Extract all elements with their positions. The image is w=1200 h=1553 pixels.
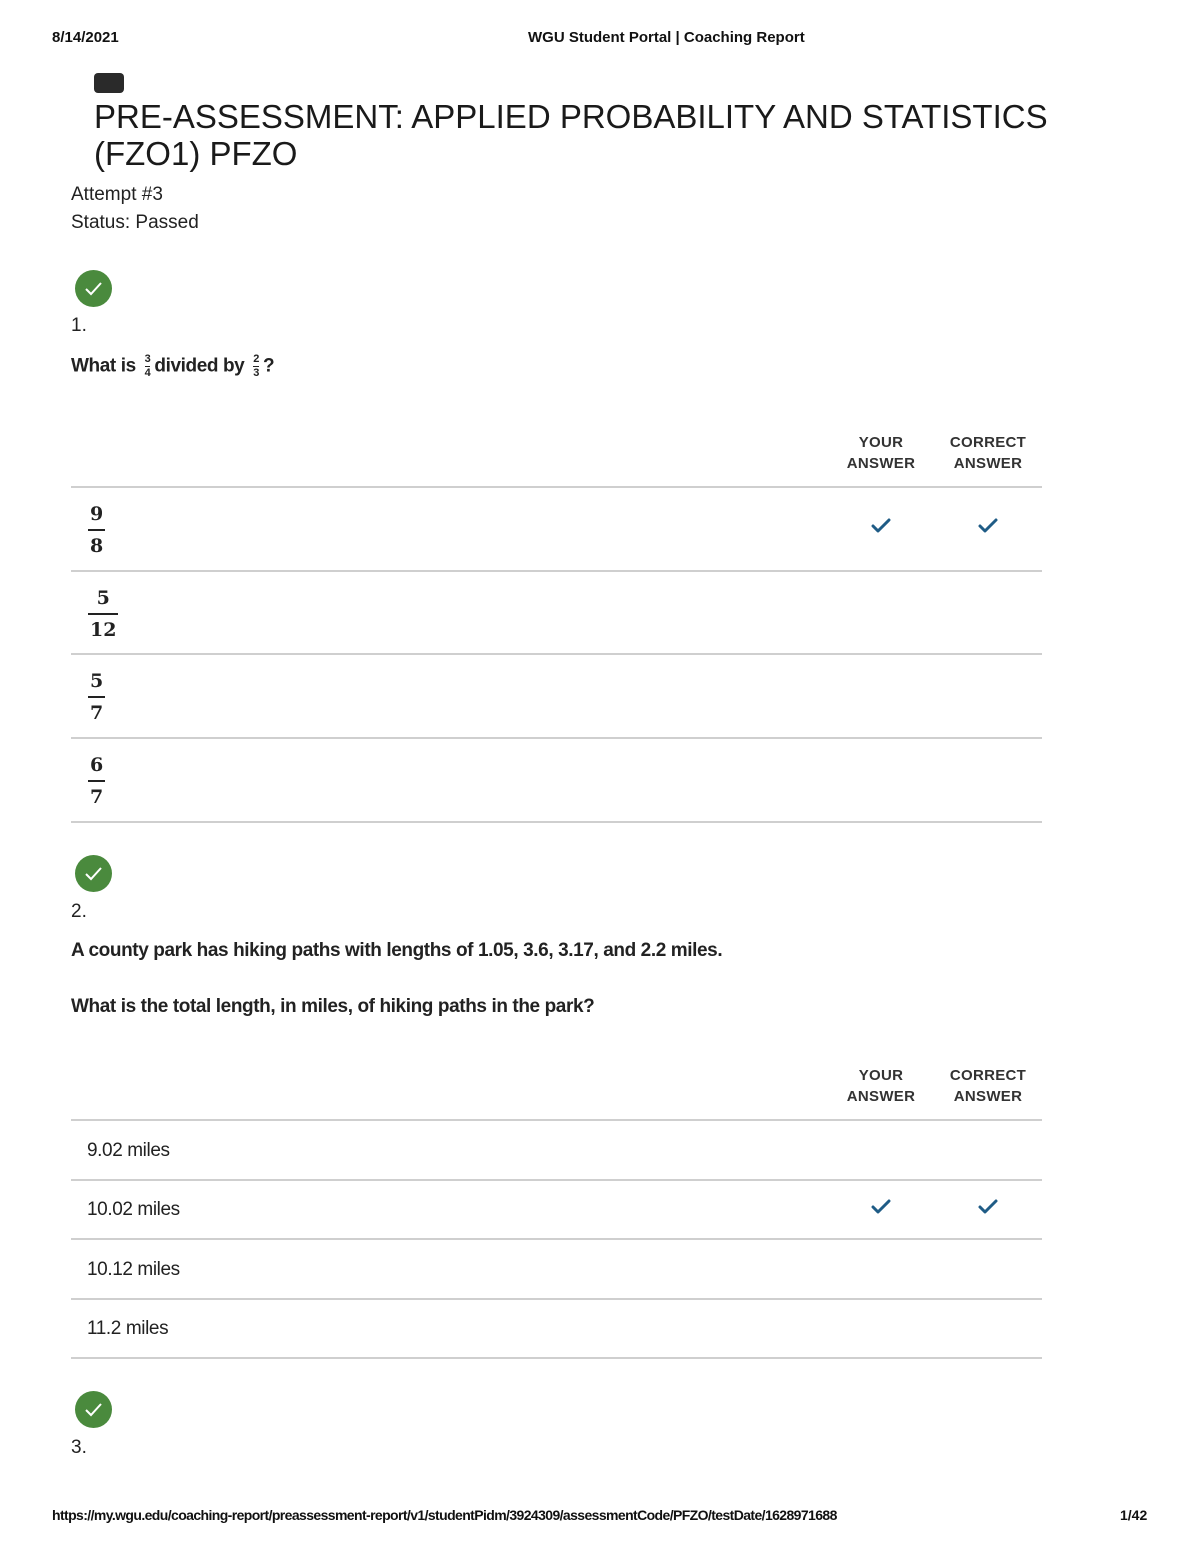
table-divider xyxy=(71,737,1042,739)
checkmark-icon xyxy=(977,517,999,534)
status-label: Status: Passed xyxy=(71,212,199,233)
table-divider xyxy=(71,1357,1042,1359)
answer-option: 11.2 miles xyxy=(87,1318,169,1339)
question-1-fraction-b: $\frac{2}{3}$ xyxy=(253,353,259,379)
table-divider xyxy=(71,570,1042,572)
attempt-label: Attempt #3 xyxy=(71,184,163,205)
checkmark-icon xyxy=(870,517,892,534)
answer-option: 5 7 xyxy=(90,670,104,724)
question-1-number: 1. xyxy=(71,315,87,336)
checkmark-icon xyxy=(977,1198,999,1215)
question-3-number: 3. xyxy=(71,1437,87,1458)
check-circle-icon xyxy=(75,270,112,307)
answer-option: 10.12 miles xyxy=(87,1259,180,1280)
check-circle-icon xyxy=(75,1391,112,1428)
table-divider xyxy=(71,1298,1042,1300)
question-2-number: 2. xyxy=(71,901,87,922)
print-url: https://my.wgu.edu/coaching-report/preassessment-report/v1/studentPidm/3924309/assessmentCode/PFZO/testDate/1628971688 xyxy=(52,1507,837,1523)
check-circle-icon xyxy=(75,855,112,892)
table-divider xyxy=(71,1179,1042,1181)
table-divider xyxy=(71,653,1042,655)
correct-answer-column-header: CORRECT ANSWER xyxy=(949,1067,1027,1105)
answer-option: 10.02 miles xyxy=(87,1199,180,1220)
your-answer-column-header: YOUR ANSWER xyxy=(846,1067,916,1105)
table-divider xyxy=(71,1119,1042,1121)
chat-bubble-icon xyxy=(94,73,124,93)
question-1-fraction-a: $\frac{3}{4}$ xyxy=(144,353,151,379)
print-date: 8/14/2021 xyxy=(52,29,119,46)
your-answer-column-header: YOUR ANSWER xyxy=(846,434,916,472)
table-divider xyxy=(71,821,1042,823)
page-count: 1/42 xyxy=(1120,1507,1148,1523)
print-page-title: WGU Student Portal | Coaching Report xyxy=(528,29,805,46)
table-divider xyxy=(71,486,1042,488)
question-1-prompt: What is $\frac{3}{4}$ divided by $\frac{2}{3}$ ? xyxy=(71,353,275,379)
answer-option: 9 8 xyxy=(90,503,104,557)
question-2-prompt-line-2: What is the total length, in miles, of hiking paths in the park? xyxy=(71,996,595,1017)
report-title: PRE-ASSESSMENT: APPLIED PROBABILITY AND STATISTICS (FZO1) PFZO xyxy=(94,98,1048,172)
answer-option: 6 7 xyxy=(90,754,104,808)
table-divider xyxy=(71,1238,1042,1240)
answer-option: 5 12 xyxy=(90,587,117,641)
correct-answer-column-header: CORRECT ANSWER xyxy=(949,434,1027,472)
question-2-prompt-line-1: A county park has hiking paths with lengths of 1.05, 3.6, 3.17, and 2.2 miles. xyxy=(71,940,723,961)
answer-option: 9.02 miles xyxy=(87,1140,170,1161)
checkmark-icon xyxy=(870,1198,892,1215)
